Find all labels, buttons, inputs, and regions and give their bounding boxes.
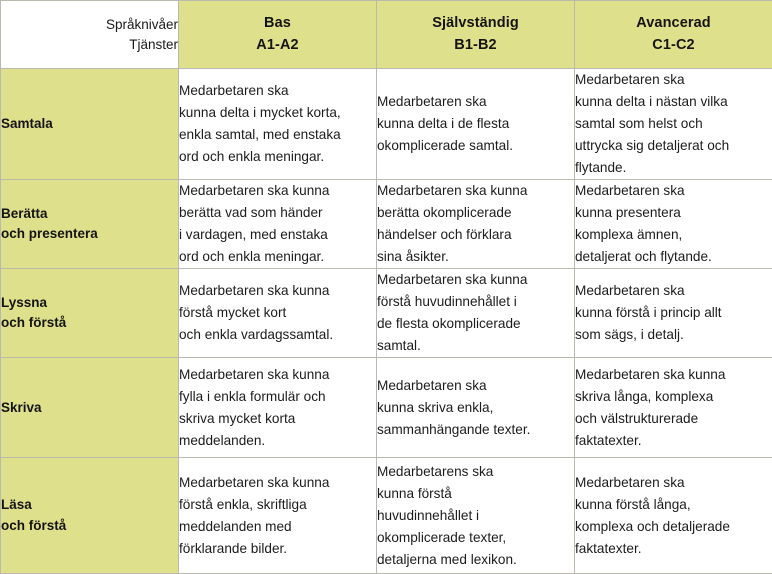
desc-line: kunna delta i mycket korta, (179, 102, 376, 124)
desc-line: Medarbetaren ska kunna (179, 472, 376, 494)
column-header-sjalvstandig (377, 1, 575, 69)
column-header-bas (179, 1, 377, 69)
desc-line: Medarbetaren ska (575, 69, 772, 91)
desc-line: Medarbetarens ska (377, 461, 574, 483)
desc-line: kunna delta i de flesta (377, 113, 574, 135)
table-body (1, 69, 772, 574)
desc-line: kunna skriva enkla, (377, 397, 574, 419)
column-header-avancerad (575, 1, 772, 69)
corner-header-cell (1, 1, 179, 69)
desc-line: Medarbetaren ska (377, 91, 574, 113)
desc-line: kunna förstå (377, 483, 574, 505)
desc-line: Medarbetaren ska (575, 180, 772, 202)
desc-line: okomplicerade samtal. (377, 135, 574, 157)
level-code-bas: A1-A2 (179, 35, 376, 56)
cell-beratta-avancerad (575, 180, 772, 269)
level-name-avancerad: Avancerad (575, 13, 772, 34)
cell-beratta-sjalvstandig (377, 180, 575, 269)
skill-label-line2: och förstå (1, 313, 178, 333)
desc-line: ord och enkla meningar. (179, 246, 376, 268)
skill-label-line2: och förstå (1, 516, 178, 536)
cell-samtala-sjalvstandig (377, 69, 575, 180)
desc-line: Medarbetaren ska kunna (575, 364, 772, 386)
desc-line: Medarbetaren ska kunna (377, 180, 574, 202)
corner-label-services: Tjänster (1, 35, 178, 55)
desc-line: detaljerna med lexikon. (377, 549, 574, 571)
corner-label-languagelevels: Språknivåer (1, 15, 178, 35)
desc-line: flytande. (575, 157, 772, 179)
desc-line: de flesta okomplicerade (377, 313, 574, 335)
cell-lyssna-avancerad (575, 269, 772, 358)
desc-line: kunna förstå i princip allt (575, 302, 772, 324)
level-code-sjalvstandig: B1-B2 (377, 35, 574, 56)
row-header-samtala (1, 69, 179, 180)
table-row (1, 269, 772, 358)
desc-line: Medarbetaren ska kunna (179, 180, 376, 202)
cell-samtala-avancerad (575, 69, 772, 180)
desc-line: faktatexter. (575, 538, 772, 560)
desc-line: skriva mycket korta (179, 408, 376, 430)
cell-beratta-bas (179, 180, 377, 269)
cell-lasa-avancerad (575, 458, 772, 574)
desc-line: faktatexter. (575, 430, 772, 452)
desc-line: sammanhängande texter. (377, 419, 574, 441)
desc-line: kunna presentera (575, 202, 772, 224)
skill-label-line1: Läsa (1, 495, 178, 515)
desc-line: Medarbetaren ska (575, 472, 772, 494)
level-code-avancerad: C1-C2 (575, 35, 772, 56)
cell-skriva-bas (179, 358, 377, 458)
skill-label-line1: Skriva (1, 398, 178, 418)
desc-line: samtal som helst och (575, 113, 772, 135)
desc-line: Medarbetaren ska (377, 375, 574, 397)
desc-line: Medarbetaren ska (179, 80, 376, 102)
desc-line: huvudinnehållet i (377, 505, 574, 527)
desc-line: fylla i enkla formulär och (179, 386, 376, 408)
desc-line: enkla samtal, med enstaka (179, 124, 376, 146)
cell-samtala-bas (179, 69, 377, 180)
desc-line: uttrycka sig detaljerat och (575, 135, 772, 157)
desc-line: förklarande bilder. (179, 538, 376, 560)
desc-line: komplexa och detaljerade (575, 516, 772, 538)
desc-line: meddelanden med (179, 516, 376, 538)
cell-lasa-sjalvstandig (377, 458, 575, 574)
desc-line: meddelanden. (179, 430, 376, 452)
desc-line: komplexa ämnen, (575, 224, 772, 246)
level-name-bas: Bas (179, 13, 376, 34)
table-header (1, 1, 772, 69)
desc-line: förstå enkla, skriftliga (179, 494, 376, 516)
desc-line: kunna delta i nästan vilka (575, 91, 772, 113)
desc-line: samtal. (377, 335, 574, 357)
row-header-skriva (1, 358, 179, 458)
table-row (1, 69, 772, 180)
row-header-beratta-och-presentera (1, 180, 179, 269)
desc-line: detaljerat och flytande. (575, 246, 772, 268)
desc-line: Medarbetaren ska (575, 280, 772, 302)
cell-lyssna-sjalvstandig (377, 269, 575, 358)
desc-line: sina åsikter. (377, 246, 574, 268)
skill-label-line2: och presentera (1, 224, 178, 244)
cell-skriva-avancerad (575, 358, 772, 458)
row-header-lyssna-och-forsta (1, 269, 179, 358)
desc-line: i vardagen, med enstaka (179, 224, 376, 246)
desc-line: skriva långa, komplexa (575, 386, 772, 408)
desc-line: förstå mycket kort (179, 302, 376, 324)
desc-line: händelser och förklara (377, 224, 574, 246)
skill-label-line1: Samtala (1, 114, 178, 134)
skill-label-line1: Berätta (1, 204, 178, 224)
desc-line: Medarbetaren ska kunna (179, 280, 376, 302)
desc-line: berätta okomplicerade (377, 202, 574, 224)
cell-lasa-bas (179, 458, 377, 574)
header-row (1, 1, 772, 69)
desc-line: Medarbetaren ska kunna (377, 269, 574, 291)
desc-line: som sägs, i detalj. (575, 324, 772, 346)
level-name-sjalvstandig: Självständig (377, 13, 574, 34)
desc-line: och välstrukturerade (575, 408, 772, 430)
cell-lyssna-bas (179, 269, 377, 358)
cell-skriva-sjalvstandig (377, 358, 575, 458)
desc-line: berätta vad som händer (179, 202, 376, 224)
desc-line: ord och enkla meningar. (179, 146, 376, 168)
desc-line: Medarbetaren ska kunna (179, 364, 376, 386)
row-header-lasa-och-forsta (1, 458, 179, 574)
table-row (1, 180, 772, 269)
desc-line: okomplicerade texter, (377, 527, 574, 549)
desc-line: kunna förstå långa, (575, 494, 772, 516)
skill-label-line1: Lyssna (1, 293, 178, 313)
desc-line: och enkla vardagssamtal. (179, 324, 376, 346)
table-row (1, 458, 772, 574)
table-row (1, 358, 772, 458)
desc-line: förstå huvudinnehållet i (377, 291, 574, 313)
